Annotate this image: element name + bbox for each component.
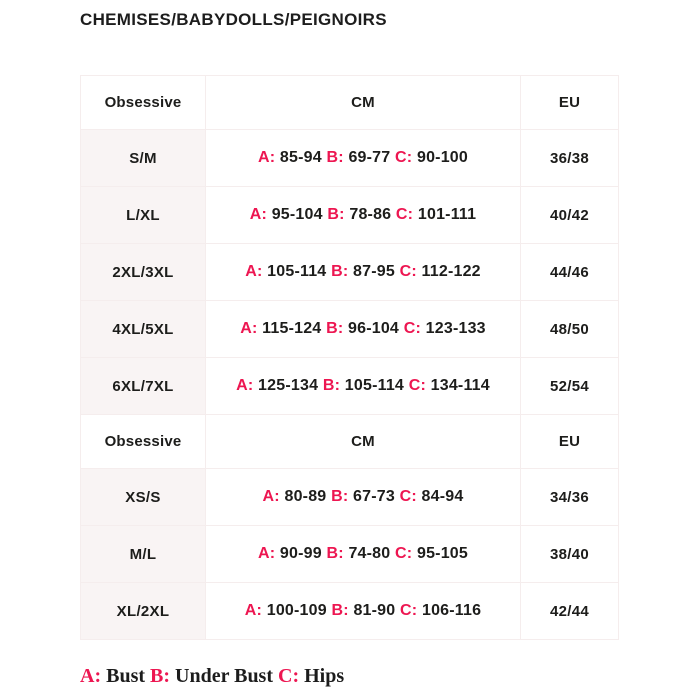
measure-key-c: C: bbox=[399, 263, 417, 280]
table-row bbox=[81, 583, 619, 640]
measure-value-underbust: 78-86 bbox=[349, 206, 392, 223]
table-header-row bbox=[81, 415, 619, 469]
cm-cell bbox=[206, 130, 521, 187]
eu-cell: 44/46 bbox=[521, 244, 619, 301]
measure-value-bust: 125-134 bbox=[258, 377, 319, 394]
eu-cell: 48/50 bbox=[521, 301, 619, 358]
cm-cell bbox=[206, 583, 521, 640]
size-cell: M/L bbox=[81, 526, 206, 583]
table-row bbox=[81, 187, 619, 244]
measure-value-bust: 105-114 bbox=[267, 263, 327, 280]
measure-value-hips: 95-105 bbox=[416, 545, 469, 562]
table-row bbox=[81, 130, 619, 187]
size-cell: 2XL/3XL bbox=[81, 244, 206, 301]
measure-key-c: C: bbox=[395, 149, 413, 166]
cm-cell bbox=[206, 244, 521, 301]
column-header-obsessive: Obsessive bbox=[81, 76, 206, 130]
measure-key-b: B: bbox=[331, 602, 349, 619]
measure-key-b: B: bbox=[327, 206, 345, 223]
measure-key-b: B: bbox=[331, 263, 349, 280]
measure-key-b: B: bbox=[331, 488, 349, 505]
measure-key-b: B: bbox=[326, 320, 344, 337]
eu-cell: 52/54 bbox=[521, 358, 619, 415]
cm-cell bbox=[206, 526, 521, 583]
measure-value-hips: 101-111 bbox=[417, 206, 477, 223]
legend-key-c: C: bbox=[278, 665, 300, 687]
size-cell: 6XL/7XL bbox=[81, 358, 206, 415]
size-cell: XL/2XL bbox=[81, 583, 206, 640]
cm-cell bbox=[206, 187, 521, 244]
measure-value-underbust: 87-95 bbox=[353, 263, 395, 280]
table-row bbox=[81, 358, 619, 415]
cm-cell bbox=[206, 469, 521, 526]
measure-key-a: A: bbox=[244, 602, 263, 619]
measure-key-c: C: bbox=[408, 377, 426, 394]
measure-key-a: A: bbox=[249, 206, 268, 223]
column-header-cm: CM bbox=[206, 415, 521, 469]
table-row bbox=[81, 244, 619, 301]
measure-value-bust: 80-89 bbox=[284, 488, 327, 505]
measure-key-c: C: bbox=[400, 602, 418, 619]
eu-cell: 42/44 bbox=[521, 583, 619, 640]
legend-label-bust: Bust bbox=[106, 665, 146, 687]
measure-key-a: A: bbox=[240, 320, 258, 337]
measure-value-underbust: 81-90 bbox=[353, 602, 396, 619]
size-cell: S/M bbox=[81, 130, 206, 187]
eu-cell: 40/42 bbox=[521, 187, 619, 244]
column-header-eu: EU bbox=[521, 415, 619, 469]
measure-key-b: B: bbox=[326, 545, 344, 562]
measure-value-hips: 106-116 bbox=[421, 602, 482, 619]
measure-key-a: A: bbox=[236, 377, 254, 394]
eu-cell: 36/38 bbox=[521, 130, 619, 187]
measure-key-c: C: bbox=[399, 488, 417, 505]
column-header-cm: CM bbox=[206, 76, 521, 130]
measure-key-c: C: bbox=[395, 545, 413, 562]
measure-value-underbust: 74-80 bbox=[348, 545, 391, 562]
measure-value-bust: 100-109 bbox=[266, 602, 327, 619]
measure-key-c: C: bbox=[395, 206, 414, 223]
measure-value-hips: 112-122 bbox=[421, 263, 481, 280]
size-cell: L/XL bbox=[81, 187, 206, 244]
measure-value-hips: 123-133 bbox=[425, 320, 486, 337]
table-header-row bbox=[81, 76, 619, 130]
measure-value-underbust: 96-104 bbox=[348, 320, 400, 337]
measure-value-hips: 90-100 bbox=[416, 149, 469, 166]
measurement-legend bbox=[80, 664, 700, 688]
measure-key-a: A: bbox=[257, 545, 276, 562]
measure-value-hips: 134-114 bbox=[430, 377, 490, 394]
measure-key-b: B: bbox=[322, 377, 341, 394]
column-header-obsessive: Obsessive bbox=[81, 415, 206, 469]
measure-key-c: C: bbox=[403, 320, 421, 337]
measure-value-bust: 95-104 bbox=[271, 206, 323, 223]
size-cell: XS/S bbox=[81, 469, 206, 526]
legend-label-hips: Hips bbox=[304, 665, 345, 687]
table-row bbox=[81, 469, 619, 526]
column-header-eu: EU bbox=[521, 76, 619, 130]
page-title: CHEMISES/BABYDOLLS/PEIGNOIRS bbox=[80, 10, 387, 29]
measure-value-underbust: 105-114 bbox=[344, 377, 405, 394]
legend-key-a: A: bbox=[80, 665, 102, 687]
measure-key-a: A: bbox=[262, 488, 280, 505]
measure-value-hips: 84-94 bbox=[421, 488, 464, 505]
table-row bbox=[81, 301, 619, 358]
measure-key-b: B: bbox=[326, 149, 344, 166]
cm-cell bbox=[206, 301, 521, 358]
measure-value-bust: 115-124 bbox=[262, 320, 322, 337]
measure-value-bust: 90-99 bbox=[279, 545, 322, 562]
size-chart-table bbox=[80, 75, 619, 640]
eu-cell: 38/40 bbox=[521, 526, 619, 583]
measure-value-underbust: 69-77 bbox=[348, 149, 391, 166]
legend-key-b: B: bbox=[150, 665, 171, 687]
legend-label-underbust: Under Bust bbox=[175, 665, 274, 687]
measure-value-underbust: 67-73 bbox=[353, 488, 395, 505]
measure-value-bust: 85-94 bbox=[279, 149, 322, 166]
size-cell: 4XL/5XL bbox=[81, 301, 206, 358]
table-row bbox=[81, 526, 619, 583]
eu-cell: 34/36 bbox=[521, 469, 619, 526]
measure-key-a: A: bbox=[245, 263, 263, 280]
measure-key-a: A: bbox=[257, 149, 276, 166]
cm-cell bbox=[206, 358, 521, 415]
